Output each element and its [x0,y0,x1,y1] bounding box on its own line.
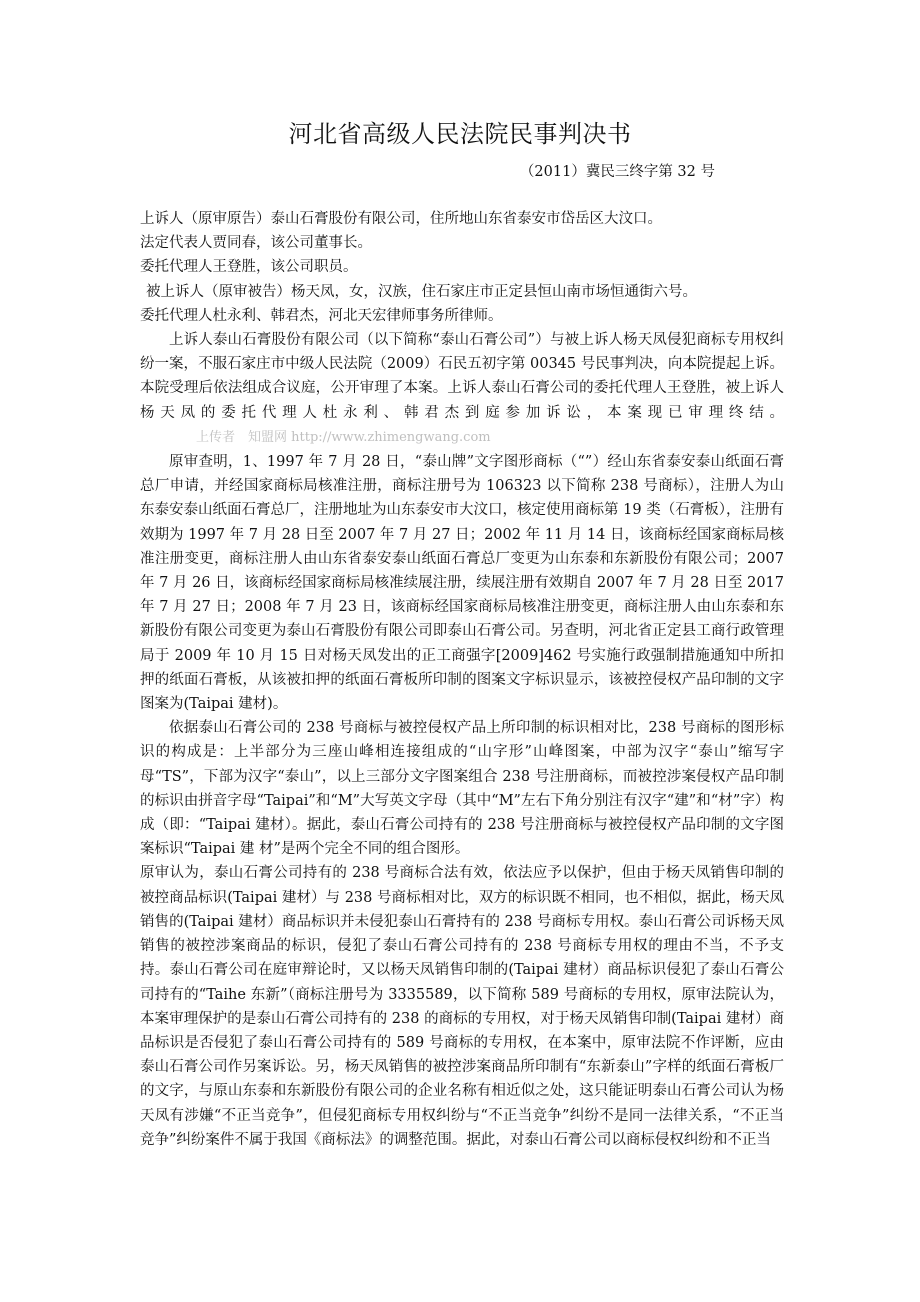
paragraph-holding: 原审认为，泰山石膏公司持有的 238 号商标合法有效，依法应予以保护，但由于杨天凤销售印制的被控商品标识(Taipai 建材）与 238 号商标相对比，双方的标识既不相同，也不相似，据此，杨天凤销售的(Taipai 建材）商品标识并未侵犯泰山石膏持有的 238 号商标专用权。泰山石膏公司诉杨天凤销售的被控涉案商品的标识，侵犯了泰山石膏公司持有的 238 号商标专用权的理由不当，不予支持。泰山石膏公司在庭审辩论时，又以杨天凤销售印制的(Taipai 建材）商品标识侵犯了泰山石膏公司持有的“Taihe 东新”（商标注册号为 3335589，以下简称 589 号商标的专用权，原审法院认为，本案审理保护的是泰山石膏公司持有的 238 的商标的专用权，对于杨天凤销售印制(Taipai 建材）商品标识是否侵犯了泰山石膏公司持有的 589 号商标的专用权，在本案中，原审法院不作评断，应由泰山石膏公司作另案诉讼。另，杨天凤销售的被控涉案商品所印制有“东新泰山”字样的纸面石膏板厂的文字，与原山东泰和东新股份有限公司的企业名称有相近似之处，这只能证明泰山石膏公司认为杨天凤有涉嫌“不正当竞争”，但侵犯商标专用权纠纷与“不正当竞争”纠纷不是同一法律关系，“不正当竞争”纠纷案件不属于我国《商标法》的调整范围。据此，对泰山石膏公司以商标侵权纠纷和不正当 [140,865,784,1148]
party-appellant: 上诉人（原审原告）泰山石膏股份有限公司，住所地山东省泰安市岱岳区大汶口。 [140,211,662,227]
paragraph-compare: 依据泰山石膏公司的 238 号商标与被控侵权产品上所印制的标识相对比，238 号商标的图形标识的构成是：上半部分为三座山峰相连接组成的“山字形”山峰图案，中部为汉字“泰山”缩写字母“TS”，下部为汉字“泰山”，以上三部分文字图案组合 238 号注册商标，而被控涉案侵权产品印制的标识由拼音字母“Taipai”和“M”大写英文字母（其中“M”左右下角分别注有汉字“建”和“材”字）构成（即：“Taipai 建材）。据此，泰山石膏公司持有的 238 号注册商标与被控侵权产品印制的文字图案标识“Taipai 建 材”是两个完全不同的组合图形。 [140,720,784,858]
party-appellee-agents: 委托代理人杜永利、韩君杰，河北天宏律师事务所律师。 [140,307,503,324]
paragraph-intro-text: 上诉人泰山石膏股份有限公司（以下简称“泰山石膏公司”）与被上诉人杨天凤侵犯商标专用权纠纷一案，不服石家庄市中级人民法院（2009）石民五初字第 00345 号民事判决，向本院提起上诉。本院受理后依法组成合议庭，公开审理了本案。上诉人泰山石膏公司的委托代理人王登胜，被上诉人杨天凤的委托代理人杜永利、韩君杰到庭参加诉讼，本案现已审理终结。 [140,332,784,421]
watermark-text: 上传者 知盟网 http://www.zhimengwang.com [196,429,491,445]
party-appellee: 被上诉人（原审被告）杨天凤，女，汉族，住石家庄市正定县恒山南市场恒通街六号。 [146,283,697,300]
case-number: （2011）冀民三终字第 32 号 [519,164,715,180]
paragraph-intro [140,328,784,450]
paragraph-facts: 原审查明，1、1997 年 7 月 28 日，“泰山牌”文字图形商标（“”）经山东省泰安泰山纸面石膏总厂申请，并经国家商标局核准注册，商标注册号为 106323 以下简称 238 号商标），注册人为山东泰安泰山纸面石膏总厂，注册地址为山东泰安市大汶口，核定使用商标第 19 类（石膏板），注册有效期为 1997 年 7 月 28 日至 2007 年 7 月 27 日；2002 年 11 月 14 日，该商标经国家商标局核准注册变更，商标注册人由山东省泰安泰山纸面石膏总厂变更为山东泰和东新股份有限公司；2007 年 7 月 26 日，该商标经国家商标局核准续展注册，续展注册有效期自 2007 年 7 月 28 日至 2017 年 7 月 27 日；2008 年 7 月 23 日，该商标经国家商标局核准注册变更，商标注册人由山东泰和东新股份有限公司变更为泰山石膏股份有限公司即泰山石膏公司。另查明，河北省正定县工商行政管理局于 2009 年 10 月 15 日对杨天凤发出的正工商强字[2009]462 号实施行政强制措施通知中所扣押的纸面石膏板，从该被扣押的纸面石膏板所印制的图案文字标识显示，该被控侵权产品印制的文字图案为(Taipai 建材)。 [140,454,784,713]
party-appellant-agent: 委托代理人王登胜，该公司职员。 [140,259,358,276]
document-body [140,207,784,1152]
party-legal-representative: 法定代表人贾同春，该公司董事长。 [140,235,372,252]
document-title: 河北省高级人民法院民事判决书 [288,120,632,148]
